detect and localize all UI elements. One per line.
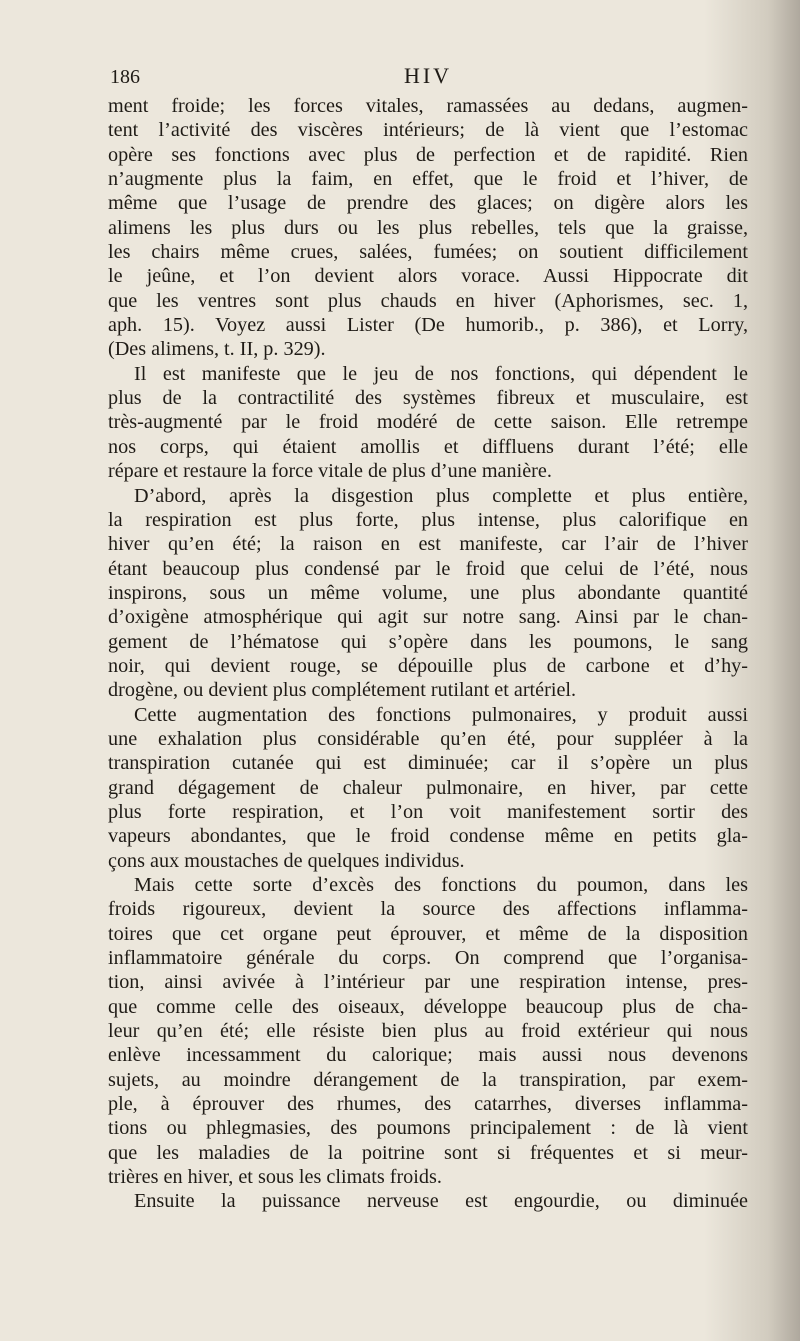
text-line: transpiration cutanée qui est diminuée; car il s’opère un plus [108, 752, 748, 775]
text-line: Il est manifeste que le jeu de nos fonctions, qui dépendent le [134, 362, 748, 385]
text-line: froids rigoureux, devient la source des affections inflamma- [108, 898, 748, 921]
text-line: inflammatoire générale du corps. On comprend que l’organisa- [108, 947, 748, 970]
text-line: hiver qu’en été; la raison en est manifeste, car l’air de l’hiver [108, 533, 748, 556]
text-line: la respiration est plus forte, plus intense, plus calorifique en [108, 508, 748, 531]
text-line: tions ou phlegmasies, des poumons principalement : de là vient [108, 1117, 748, 1140]
paragraph-5 [108, 873, 748, 1189]
text-line: que comme celle des oiseaux, développe beaucoup plus de cha- [108, 995, 748, 1018]
text-line: D’abord, après la disgestion plus complette et plus entière, [134, 484, 748, 507]
text-line: tion, ainsi avivée à l’intérieur par une respiration intense, pres- [108, 971, 748, 994]
text-line: nos corps, qui étaient amollis et diffluens durant l’été; elle [108, 435, 748, 458]
text-line: que les ventres sont plus chauds en hiver (Aphorismes, sec. 1, [108, 289, 748, 312]
text-line: le jeûne, et l’on devient alors vorace. Aussi Hippocrate dit [108, 265, 748, 288]
text-line: noir, qui devient rouge, se dépouille plus de carbone et d’hy- [108, 654, 748, 677]
text-line: leur qu’en été; elle résiste bien plus au froid extérieur qui nous [108, 1020, 748, 1043]
text-line: d’oxigène atmosphérique qui agit sur notre sang. Ainsi par le chan- [108, 606, 748, 629]
paragraph-1 [108, 94, 748, 362]
page-text-block [108, 60, 748, 1214]
text-line: (Des alimens, t. II, p. 329). [108, 338, 326, 361]
text-line: çons aux moustaches de quelques individus. [108, 849, 465, 872]
text-line: toires que cet organe peut éprouver, et même de la disposition [108, 922, 748, 945]
text-line: Ensuite la puissance nerveuse est engourdie, ou diminuée [134, 1190, 748, 1213]
text-line: drogène, ou devient plus complétement rutilant et artériel. [108, 679, 577, 702]
text-line: plus forte respiration, et l’on voit manifestement sortir des [108, 800, 748, 823]
paragraph-3 [108, 484, 748, 703]
text-line: opère ses fonctions avec plus de perfection et de rapidité. Rien [108, 143, 748, 166]
text-line: inspirons, sous un même volume, une plus abondante quantité [108, 581, 748, 604]
text-line: Mais cette sorte d’excès des fonctions du poumon, dans les [134, 874, 748, 896]
text-line: très-augmenté par le froid modéré de cette saison. Elle retrempe [108, 411, 748, 434]
text-line: trières en hiver, et sous les climats froids. [108, 1166, 442, 1189]
text-line: répare et restaure la force vitale de plus d’une manière. [108, 460, 552, 483]
text-line: les chairs même crues, salées, fumées; on soutient difficilement [108, 241, 748, 264]
text-line: sujets, au moindre dérangement de la transpiration, par exem- [108, 1068, 748, 1091]
text-line: une exhalation plus considérable qu’en été, pour suppléer à la [108, 727, 748, 750]
paragraph-2 [108, 362, 748, 484]
text-line: ment froide; les forces vitales, ramassées au dedans, augmen- [108, 95, 748, 117]
text-line: étant beaucoup plus condensé par le froid que celui de l’été, nous [108, 557, 748, 580]
paragraph-6 [108, 1189, 748, 1213]
text-line: même que l’usage de prendre des glaces; on digère alors les [108, 192, 748, 215]
page-number: 186 [110, 66, 140, 88]
text-line: que les maladies de la poitrine sont si fréquentes et si meur- [108, 1141, 748, 1164]
text-line: Cette augmentation des fonctions pulmonaires, y produit aussi [134, 703, 748, 726]
text-line: n’augmente plus la faim, en effet, que le froid et l’hiver, de [108, 168, 748, 191]
text-line: enlève incessamment du calorique; mais aussi nous devenons [108, 1044, 748, 1067]
text-line: ple, à éprouver des rhumes, des catarrhes, diverses inflamma- [108, 1093, 748, 1116]
text-line: gement de l’hématose qui s’opère dans les poumons, le sang [108, 630, 748, 653]
text-line: aph. 15). Voyez aussi Lister (De humorib., p. 386), et Lorry, [108, 314, 748, 337]
page-header [108, 60, 748, 94]
text-line: grand dégagement de chaleur pulmonaire, en hiver, par cette [108, 776, 748, 799]
text-line: alimens les plus durs ou les plus rebelles, tels que la graisse, [108, 216, 748, 239]
running-head: HIV [403, 63, 453, 88]
text-line: vapeurs abondantes, que le froid condense même en petits gla- [108, 825, 748, 848]
text-line: tent l’activité des viscères intérieurs; de là vient que l’estomac [108, 119, 748, 142]
paragraph-4 [108, 703, 748, 873]
text-line: plus de la contractilité des systèmes fibreux et musculaire, est [108, 387, 748, 410]
